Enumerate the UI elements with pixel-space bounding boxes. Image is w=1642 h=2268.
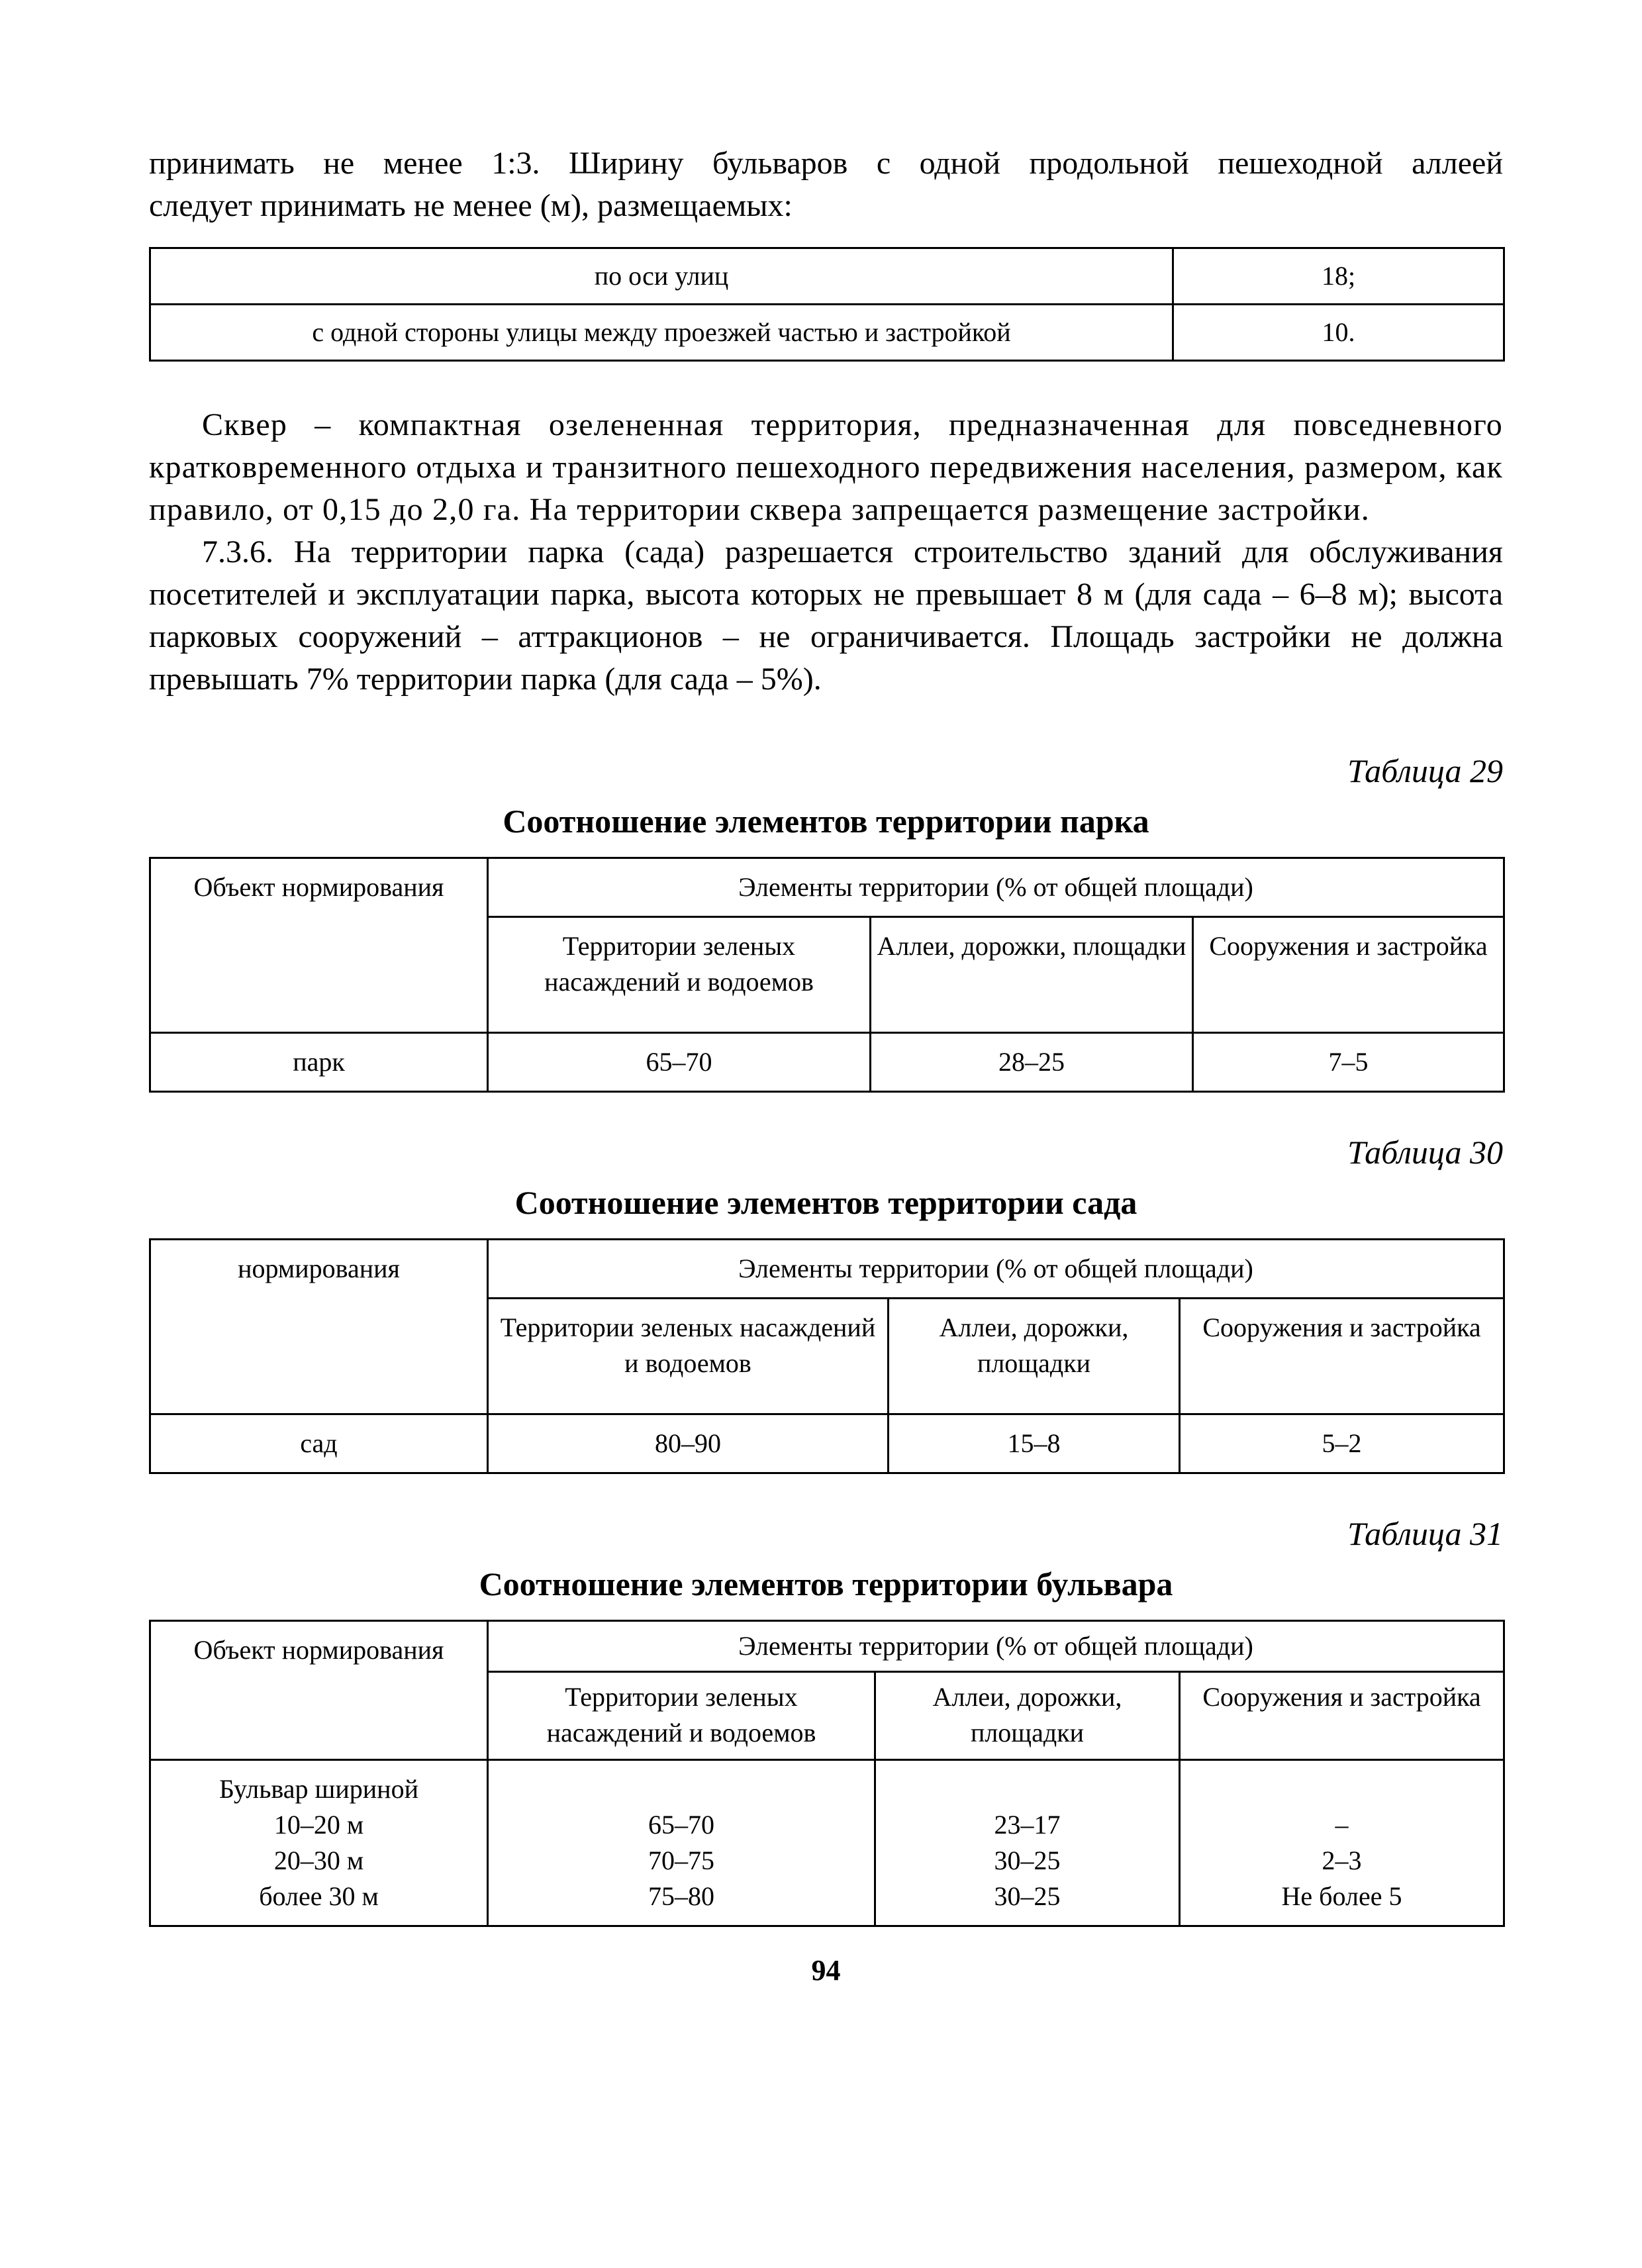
boulevard-width-label: по оси улиц (150, 248, 1173, 305)
park-paragraph: 7.3.6. На территории парка (сада) разрешается строительство зданий для обслуживания посетителей и эксплуатации парка, высота которых не превышает 8 м (для сада – 6–8 м); высота парковых сооружений – аттракционов – не ограничивается. Площадь застройки не должна превышать 7% территории парка (для сада – 5%). (149, 534, 1503, 697)
table30-label: Таблица 30 (1347, 1134, 1503, 1171)
table31-header-group: Элементы территории (% от общей площади) (488, 1621, 1504, 1672)
table29-header-group: Элементы территории (% от общей площади) (488, 858, 1504, 917)
table30-v1: 80–90 (488, 1414, 889, 1473)
table30-header-object: нормирования (150, 1240, 488, 1414)
table31-object-title: Бульвар шириной (219, 1774, 418, 1804)
table31-v3: – (1335, 1810, 1349, 1840)
page-number: 94 (811, 1954, 841, 1987)
table31-col3: Сооружения и застройка (1180, 1672, 1504, 1760)
table31-object: 20–30 м (273, 1846, 364, 1875)
table29-col3: Сооружения и застройка (1193, 917, 1504, 1033)
table30-col1: Территории зеленых насаждений и водоемов (488, 1299, 889, 1414)
table31-v2-cell (875, 1760, 1180, 1926)
boulevard-width-label: с одной стороны улицы между проезжей частью и застройкой (150, 305, 1173, 361)
table30-v2: 15–8 (889, 1414, 1180, 1473)
boulevard-width-table (149, 247, 1505, 362)
table-row (150, 248, 1504, 305)
table-row (150, 1621, 1504, 1672)
boulevard-width-value: 10. (1173, 305, 1504, 361)
square-paragraph: Сквер – компактная озелененная территория, предназначенная для повседневного кратковременного отдыха и транзитного пешеходного передвижения населения, размером, как правило, от 0,15 до 2,0 га. На территории сквера запрещается размещение застройки. (149, 407, 1503, 527)
table30-header-group: Элементы территории (% от общей площади) (488, 1240, 1504, 1299)
table-row (150, 305, 1504, 361)
table31-v2: 30–25 (994, 1881, 1061, 1911)
table31-col1: Территории зеленых насаждений и водоемов (488, 1672, 875, 1760)
page (149, 142, 1503, 1987)
table31-caption: Соотношение элементов территории бульвара (479, 1565, 1173, 1602)
table29 (149, 857, 1505, 1093)
table29-col1: Территории зеленых насаждений и водоемов (488, 917, 871, 1033)
table31-v1: 70–75 (648, 1846, 714, 1875)
table29-label: Таблица 29 (1347, 752, 1503, 789)
table31-header-object: Объект нормирования (150, 1621, 488, 1760)
table31-v2: 30–25 (994, 1846, 1061, 1875)
intro-line-1: принимать не менее 1:3. Ширину бульваров с одной продольной пешеходной аллеей (149, 146, 1503, 181)
table29-v1: 65–70 (488, 1033, 871, 1092)
boulevard-width-value: 18; (1173, 248, 1504, 305)
table-row (150, 1760, 1504, 1926)
table31-col2: Аллеи, дорожки, площадки (875, 1672, 1180, 1760)
table-row (150, 1414, 1504, 1473)
table-row (150, 1240, 1504, 1299)
table31-v3: Не более 5 (1281, 1881, 1402, 1911)
table29-header-object: Объект нормирования (150, 858, 488, 1033)
table31-object-cell (150, 1760, 488, 1926)
table30-col3: Сооружения и застройка (1180, 1299, 1504, 1414)
table31-v2: 23–17 (994, 1810, 1061, 1840)
table29-caption: Соотношение элементов территории парка (503, 803, 1149, 840)
table-row (150, 858, 1504, 917)
table29-col2: Аллеи, дорожки, площадки (871, 917, 1193, 1033)
intro-line-2: следует принимать не менее (м), размещаемых: (149, 188, 793, 223)
table29-v2: 28–25 (871, 1033, 1193, 1092)
table31-object: 10–20 м (273, 1810, 364, 1840)
table30 (149, 1238, 1505, 1474)
table29-v3: 7–5 (1193, 1033, 1504, 1092)
table30-caption: Соотношение элементов территории сада (514, 1184, 1137, 1221)
table-row (150, 1033, 1504, 1092)
table31-v3-cell (1180, 1760, 1504, 1926)
table31 (149, 1620, 1505, 1927)
table30-v3: 5–2 (1180, 1414, 1504, 1473)
table31-v3: 2–3 (1322, 1846, 1362, 1875)
table31-label: Таблица 31 (1347, 1515, 1503, 1552)
table29-object: парк (150, 1033, 488, 1092)
table30-col2: Аллеи, дорожки, площадки (889, 1299, 1180, 1414)
table31-v1: 75–80 (648, 1881, 714, 1911)
table31-v1: 65–70 (648, 1810, 714, 1840)
table31-v1-cell (488, 1760, 875, 1926)
table31-object: более 30 м (259, 1881, 379, 1911)
table30-object: сад (150, 1414, 488, 1473)
